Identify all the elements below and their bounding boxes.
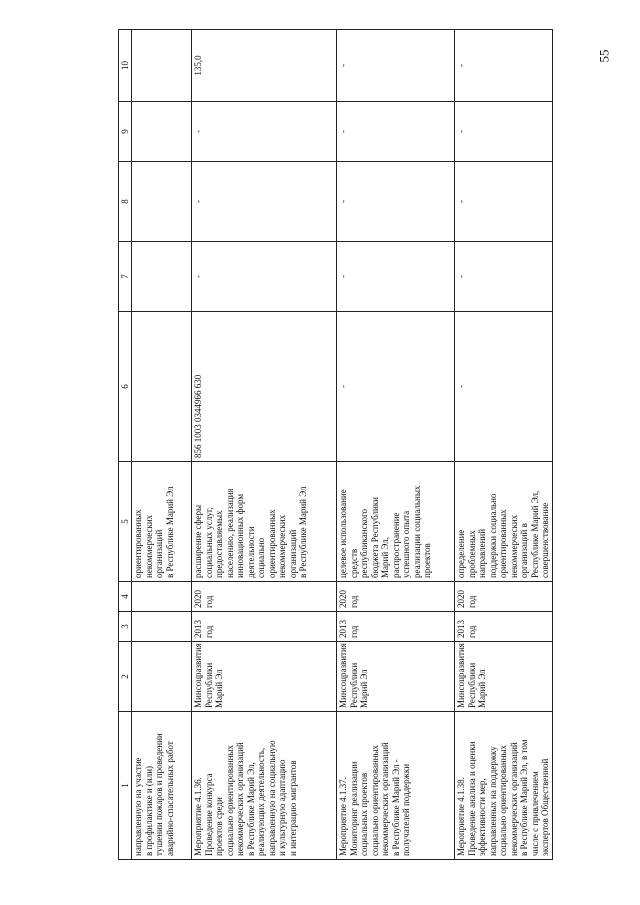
cell-measure: Мероприятие 4.1.37. Мониторинг реализации социальных проектов социально ориентированных некоммерческих организаций в Республике Марий Эл - получателей поддержки [337, 712, 455, 860]
cell-col7: - [455, 242, 553, 312]
header-cell-10: 10 [119, 30, 132, 102]
rotated-table-wrapper [118, 30, 550, 860]
cell-start [132, 612, 192, 642]
cell-code [132, 312, 192, 462]
cell-end [132, 582, 192, 612]
page-number: 55 [596, 49, 612, 63]
cell-end: 2020 год [337, 582, 455, 612]
table-row [455, 30, 553, 860]
header-cell-5: 5 [119, 462, 132, 582]
cell-code: - [455, 312, 553, 462]
cell-col9: - [192, 102, 337, 162]
header-cell-9: 9 [119, 102, 132, 162]
header-cell-3: 3 [119, 612, 132, 642]
cell-end: 2020 год [192, 582, 337, 612]
cell-result: целевое использование средств республиканского бюджета Республики Марий Эл, распространение успешного опыта реализации социальных проектов [337, 462, 455, 582]
cell-code: - [337, 312, 455, 462]
cell-end: 2020 год [455, 582, 553, 612]
cell-col9: - [337, 102, 455, 162]
cell-col10: - [455, 30, 553, 102]
cell-col7: - [337, 242, 455, 312]
cell-col8: - [192, 162, 337, 242]
header-row [119, 30, 132, 860]
table-row [192, 30, 337, 860]
header-cell-1: 1 [119, 712, 132, 860]
cell-start: 2013 год [192, 612, 337, 642]
cell-result: ориентированных некоммерческих организаций в Республике Марий Эл [132, 462, 192, 582]
measures-table [118, 29, 553, 860]
cell-executor: Минсоцразвития Республики Марий Эл [337, 642, 455, 712]
header-cell-4: 4 [119, 582, 132, 612]
cell-col8: - [455, 162, 553, 242]
cell-measure: Мероприятие 4.1.38. Проведение анализа и оценки эффективности мер, направленных на поддержку социально ориентированных некоммерческих организаций в Республике Марий Эл, в том числе с привлечением экспертов Общественной [455, 712, 553, 860]
cell-col9: - [455, 102, 553, 162]
cell-col10: 135,0 [192, 30, 337, 102]
cell-start: 2013 год [455, 612, 553, 642]
cell-code: 856 1003 0344966 630 [192, 312, 337, 462]
cell-col9 [132, 102, 192, 162]
cell-measure: направленную на участие в профилактике и (или) тушении пожаров и проведении аварийно-спасательных работ [132, 712, 192, 860]
cell-result: расширение сферы социальных услуг, предоставляемых населению, реализация инновационных форм деятельности социально ориентированных некоммерческих организаций в Республике Марий Эл [192, 462, 337, 582]
cell-executor: Минсоцразвития Республики Марий Эл [192, 642, 337, 712]
table-row [132, 30, 192, 860]
cell-result: определение проблемных направлений поддержки социально ориентированных некоммерческих организаций в Республике Марий Эл, совершенствование [455, 462, 553, 582]
cell-start: 2013 год [337, 612, 455, 642]
cell-col8 [132, 162, 192, 242]
cell-col8: - [337, 162, 455, 242]
header-cell-8: 8 [119, 162, 132, 242]
cell-col7 [132, 242, 192, 312]
table-row [337, 30, 455, 860]
cell-col10: - [337, 30, 455, 102]
cell-measure: Мероприятие 4.1.36. Проведение конкурса проектов среди социально ориентированных некоммерческих организаций в Республике Марий Эл, реализующих деятельность, направленную на социальную и культурную адаптацию и интеграцию мигрантов [192, 712, 337, 860]
header-cell-7: 7 [119, 242, 132, 312]
cell-col7: - [192, 242, 337, 312]
header-cell-6: 6 [119, 312, 132, 462]
cell-executor: Минсоцразвития Республики Марий Эл [455, 642, 553, 712]
header-cell-2: 2 [119, 642, 132, 712]
cell-col10 [132, 30, 192, 102]
cell-executor [132, 642, 192, 712]
